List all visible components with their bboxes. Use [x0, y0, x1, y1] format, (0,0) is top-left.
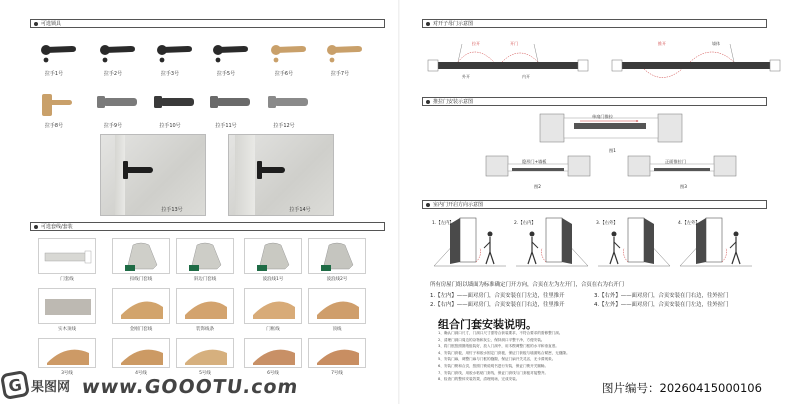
handle-label: 拉手12号	[273, 123, 295, 129]
install-step: 6、安装门锁和合页，按照门锁说明书进行安装，保证门锁开关顺畅。	[438, 363, 549, 368]
trim-label: 3号线	[61, 371, 73, 376]
bullet-icon	[34, 225, 38, 229]
trim-label: 实木顶线	[58, 327, 76, 332]
watermark-url: www.GOOOTU.com	[80, 376, 300, 398]
trim-icon	[177, 239, 235, 275]
logo-mark: G	[0, 370, 30, 400]
install-step: 7、安装门套线，用胶水粘贴门套线，保证门套线与门套板对接整齐。	[438, 370, 549, 375]
trims-section-title: 可选套线/套装	[30, 222, 385, 231]
handle-item	[95, 40, 141, 78]
handle-label: 拉手8号	[44, 123, 64, 129]
handle-item	[208, 40, 254, 78]
trim-label: 扣线门套线	[129, 277, 153, 282]
handle-item	[36, 40, 82, 78]
trim-icon	[113, 239, 171, 275]
opening-intro: 所有房屋门组以墙面为标准确定门开方向，合页在左为左开门，合页在右为右开门	[430, 282, 625, 288]
opening-line-4: 4.【左外】——面对房门，合页安装在门左边，往外拉门	[594, 302, 729, 308]
install-step: 5、安装门扇，调整门扇与门框的缝隙，保证门扇开关灵活，无卡滞现象。	[438, 357, 556, 362]
right-page	[400, 0, 799, 404]
handle-label: 拉手5号	[216, 71, 236, 77]
handle-item	[36, 92, 82, 130]
trim-icon	[309, 239, 367, 275]
handle-icon	[322, 40, 368, 68]
install-step: 3、将门框按照图纸组装好，放入门洞中，用木楔调整门框的水平和垂直度。	[438, 344, 559, 349]
handle-icon	[266, 40, 312, 68]
handle-item	[152, 92, 198, 130]
opening-figure	[594, 212, 674, 270]
trim-label: 金刚门套线	[129, 327, 153, 332]
trim-item	[112, 288, 170, 324]
handle-item	[266, 92, 312, 130]
opening-figure	[512, 212, 592, 270]
trim-icon	[245, 289, 303, 325]
trim-icon	[113, 289, 171, 325]
opening-figure-label: 4.【左外】	[678, 221, 700, 226]
hinge-label-in: 内开	[522, 74, 530, 79]
handle-label: 拉手2号	[103, 71, 123, 77]
slide-fig-3	[628, 156, 736, 190]
trim-icon	[39, 239, 97, 275]
handle-icon	[152, 92, 198, 120]
trim-item	[112, 338, 170, 368]
handle-photo	[100, 134, 206, 216]
slide-fig-1	[540, 113, 682, 154]
handle-photo	[228, 134, 334, 216]
slide-fig1-label: 单扇门推拉	[592, 114, 613, 119]
slide-section-title: 推拉门安装示意图	[422, 97, 767, 106]
picture-id: 图片编号：20260415000106	[602, 381, 762, 395]
opening-line-1: 1.【左内】——面对房门，合页安装在门左边，往里推开	[430, 293, 565, 299]
trim-item	[308, 288, 366, 324]
handle-item	[266, 40, 312, 78]
handle-icon	[208, 92, 254, 120]
handle-label: 拉手9号	[103, 123, 123, 129]
slide-fig2-label: 隐形门+墙板	[522, 159, 547, 164]
trim-item	[38, 338, 96, 368]
trim-label: 5号线	[199, 371, 211, 376]
trim-label: 6号线	[267, 371, 279, 376]
hinge-label-wall: 墙体	[712, 41, 720, 46]
slide-fig3-label: 正面推拉门	[665, 159, 686, 164]
handle-icon	[36, 40, 82, 68]
opening-figure-label: 2.【右内】	[514, 221, 536, 226]
handle-label: 拉手1号	[44, 71, 64, 77]
handle-icon	[101, 135, 206, 216]
opening-figure-label: 1.【左内】	[432, 221, 454, 226]
trim-item	[176, 238, 234, 274]
opening-line-3: 3.【右外】——面对房门，合页安装在门右边，往外拉门	[594, 293, 729, 299]
trim-item	[38, 238, 96, 274]
trim-item	[244, 338, 302, 368]
trim-item	[38, 288, 96, 324]
handle-icon	[95, 40, 141, 68]
install-step: 2、清理门洞口周边的杂物和灰尘，保持洞口平整干净，方便安装。	[438, 337, 545, 342]
handle-label: 拉手3号	[160, 71, 180, 77]
trim-label: 7号线	[331, 371, 343, 376]
trim-item	[176, 338, 234, 368]
photo-label: 拉手13号	[161, 207, 183, 213]
trim-label: 4号线	[135, 371, 147, 376]
slide-fig3-caption: 图3	[680, 184, 687, 189]
handles-section-title: 可选锁具	[30, 19, 385, 28]
handle-icon	[266, 92, 312, 120]
trim-label: 波浪线1号	[262, 277, 284, 282]
trim-item	[112, 238, 170, 274]
opening-figure-label: 3.【右外】	[596, 221, 618, 226]
handle-icon	[152, 40, 198, 68]
trim-label: 斜边门套线	[193, 277, 217, 282]
double-door-diagram	[422, 32, 782, 92]
trim-icon	[245, 239, 303, 275]
trim-item	[308, 338, 366, 368]
trim-icon	[177, 289, 235, 325]
handle-label: 拉手6号	[274, 71, 294, 77]
logo-name: 果图网	[31, 379, 71, 395]
handle-icon	[208, 40, 254, 68]
install-steps	[438, 330, 778, 383]
hinge-label-pull: 拉开	[472, 41, 480, 46]
handle-item	[208, 92, 254, 130]
install-title: 组合门套安装说明。	[438, 318, 537, 331]
trim-label: 顶线	[332, 327, 342, 332]
trim-item	[244, 288, 302, 324]
double-door-diagram-b	[612, 40, 780, 78]
handle-item	[152, 40, 198, 78]
trim-icon	[309, 289, 367, 325]
hinge-section-title: 对开子母门示意图	[422, 19, 767, 28]
opening-figure	[430, 212, 510, 270]
bullet-icon	[426, 22, 430, 26]
open-section-title: 室内门开启方向示意图	[422, 200, 767, 209]
slide-fig-2	[486, 156, 590, 190]
handle-label: 拉手7号	[330, 71, 350, 77]
trim-label: 波浪线2号	[326, 277, 348, 282]
trim-label: 门套线	[60, 277, 74, 282]
left-page	[0, 0, 399, 404]
hinge-label-out: 外开	[462, 74, 470, 79]
slide-fig1-caption: 图1	[609, 148, 616, 153]
handle-item	[322, 40, 368, 78]
trim-item	[244, 238, 302, 274]
trim-label: 装饰线条	[196, 327, 214, 332]
photo-label: 拉手14号	[289, 207, 311, 213]
site-logo	[2, 372, 70, 398]
hinge-label-push: 推开	[658, 41, 666, 46]
handle-icon	[36, 92, 82, 120]
bullet-icon	[426, 100, 430, 104]
slide-fig2-caption: 图2	[534, 184, 541, 189]
handle-icon	[229, 135, 334, 216]
hinge-label-open: 开门	[510, 41, 518, 46]
install-step: 1、确认门洞口尺寸，门洞口尺寸需符合套装要求，不符合要求的需修整门洞。	[438, 331, 563, 335]
handle-label: 拉手11号	[215, 123, 237, 129]
bullet-icon	[34, 22, 38, 26]
trim-item	[308, 238, 366, 274]
handle-label: 拉手10号	[159, 123, 181, 129]
bullet-icon	[426, 203, 430, 207]
opening-figure	[676, 212, 756, 270]
trim-icon	[39, 289, 97, 325]
trim-label: 门框线	[266, 327, 280, 332]
install-step: 4、安装门套板，用钉子和胶水固定门套板，保证门套板与墙面贴合紧密，无缝隙。	[438, 350, 570, 355]
double-door-diagram-a	[428, 40, 588, 79]
handle-item	[95, 92, 141, 130]
trim-item	[176, 288, 234, 324]
handle-icon	[95, 92, 141, 120]
install-step: 8、检查门的整体安装效果，清理现场，完成安装。	[438, 377, 520, 382]
sliding-door-diagrams	[422, 108, 782, 196]
opening-line-2: 2.【右内】——面对房门，合页安装在门右边，往里推开	[430, 302, 565, 308]
